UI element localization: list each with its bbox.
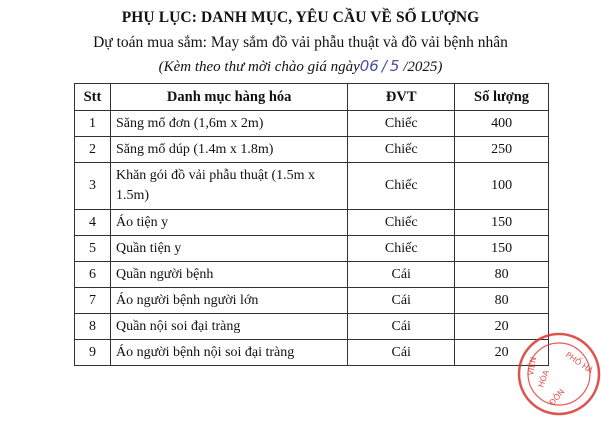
cell-name: Quần tiện y: [110, 236, 347, 262]
cell-unit: Chiếc: [348, 236, 455, 262]
goods-table: [74, 83, 549, 366]
cell-name: Quần nội soi đại tràng: [110, 314, 347, 340]
attachment-suffix: /2025): [403, 59, 443, 75]
page-title: PHỤ LỤC: DANH MỤC, YÊU CẦU VỀ SỐ LƯỢNG: [121, 9, 480, 26]
cell-name: Áo người bệnh nội soi đại tràng: [110, 340, 347, 366]
handwritten-month: 5: [389, 57, 400, 75]
header-quantity: Số lượng: [455, 84, 549, 111]
table-row: [75, 340, 549, 366]
seal-text-top: PHỐ HÀ: [563, 350, 595, 376]
header-stt: Stt: [75, 84, 111, 111]
header-goods: Danh mục hàng hóa: [110, 84, 347, 111]
attachment-note: [0, 57, 601, 76]
cell-unit: Chiếc: [348, 210, 455, 236]
cell-qty: 80: [455, 262, 549, 288]
seal-text-dong: ĐÔN: [547, 387, 567, 408]
cell-stt: 4: [75, 210, 111, 236]
header-unit: ĐVT: [348, 84, 455, 111]
cell-qty: 150: [455, 210, 549, 236]
table-row: [75, 111, 549, 137]
attachment-prefix: (Kèm theo thư mời chào giá ngày: [158, 59, 360, 75]
table-row: [75, 210, 549, 236]
cell-stt: 3: [75, 163, 111, 210]
cell-qty: 100: [455, 163, 549, 210]
cell-name: Săng mổ đơn (1,6m x 2m): [110, 111, 347, 137]
page-subtitle: Dự toán mua sắm: May sắm đồ vải phẫu thuật và đồ vải bệnh nhân: [93, 34, 508, 51]
cell-qty: 400: [455, 111, 549, 137]
cell-unit: Cái: [348, 288, 455, 314]
cell-unit: Cái: [348, 314, 455, 340]
seal-text-vien: VIỆN: [526, 356, 539, 377]
cell-unit: Cái: [348, 262, 455, 288]
cell-name: Áo người bệnh người lớn: [110, 288, 347, 314]
cell-name: Áo tiện y: [110, 210, 347, 236]
cell-qty: 80: [455, 288, 549, 314]
cell-name: Săng mổ dúp (1.4m x 1.8m): [110, 137, 347, 163]
cell-stt: 5: [75, 236, 111, 262]
table-row: [75, 314, 549, 340]
handwritten-day: 06: [359, 57, 379, 75]
handwritten-separator: /: [381, 57, 387, 75]
table-row: [75, 163, 549, 210]
table-row: [75, 288, 549, 314]
seal-text-hoa: HÓA: [536, 369, 551, 389]
cell-qty: 20: [455, 314, 549, 340]
cell-name: Khăn gói đồ vải phẫu thuật (1.5m x 1.5m): [110, 163, 347, 210]
table-row: [75, 236, 549, 262]
cell-name: Quần người bệnh: [110, 262, 347, 288]
official-seal-stamp: [513, 328, 601, 420]
cell-unit: Chiếc: [348, 111, 455, 137]
table-row: [75, 137, 549, 163]
cell-stt: 7: [75, 288, 111, 314]
cell-unit: Chiếc: [348, 137, 455, 163]
table-row: [75, 262, 549, 288]
cell-unit: Chiếc: [348, 163, 455, 210]
cell-unit: Cái: [348, 340, 455, 366]
cell-stt: 9: [75, 340, 111, 366]
cell-qty: 250: [455, 137, 549, 163]
table-header-row: [75, 84, 549, 111]
cell-stt: 1: [75, 111, 111, 137]
cell-qty: 150: [455, 236, 549, 262]
cell-stt: 6: [75, 262, 111, 288]
cell-stt: 2: [75, 137, 111, 163]
cell-qty: 20: [455, 340, 549, 366]
cell-stt: 8: [75, 314, 111, 340]
